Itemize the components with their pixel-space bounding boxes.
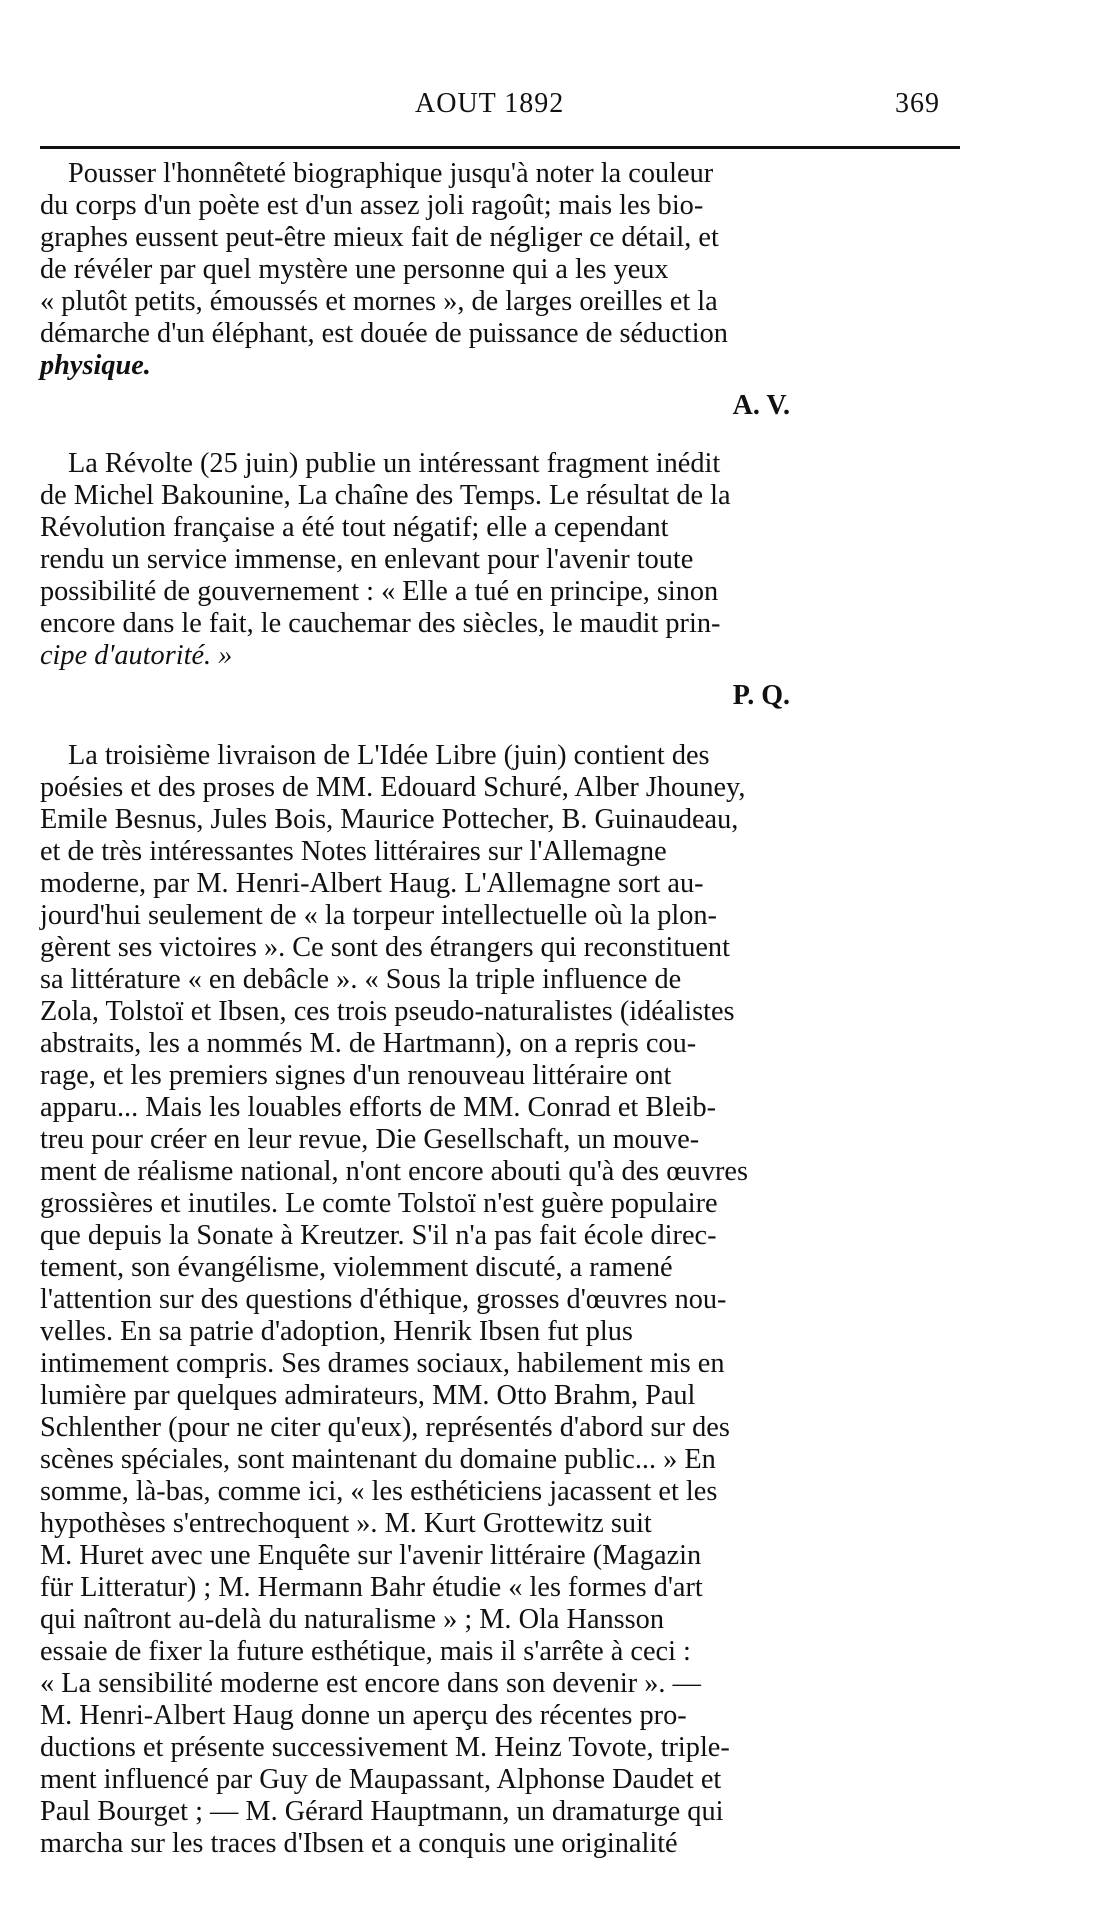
text-line: du corps d'un poète est d'un assez joli ragoût; mais les bio-: [40, 190, 704, 221]
running-header: [40, 88, 950, 128]
page-number: 369: [895, 88, 940, 119]
text-line: rage, et les premiers signes d'un renouveau littéraire ont: [40, 1060, 672, 1091]
signature: P. Q.: [732, 680, 790, 711]
text-line: La Révolte (25 juin) publie un intéressant fragment inédit: [68, 448, 721, 479]
text-line: essaie de fixer la future esthétique, mais il s'arrête à ceci :: [40, 1636, 691, 1667]
text-line: grossières et inutiles. Le comte Tolstoï n'est guère populaire: [40, 1188, 718, 1219]
text-line: rendu un service immense, en enlevant pour l'avenir toute: [40, 544, 694, 575]
text-line: Zola, Tolstoï et Ibsen, ces trois pseudo-naturalistes (idéalistes: [40, 996, 735, 1027]
text-line: lumière par quelques admirateurs, MM. Otto Brahm, Paul: [40, 1380, 696, 1411]
text-line: et de très intéressantes Notes littéraires sur l'Allemagne: [40, 836, 667, 867]
text-line: moderne, par M. Henri-Albert Haug. L'Allemagne sort au-: [40, 868, 704, 899]
text-line: velles. En sa patrie d'adoption, Henrik Ibsen fut plus: [40, 1316, 633, 1347]
text-line: treu pour créer en leur revue, Die Gesellschaft, un mouve-: [40, 1124, 700, 1155]
text-line: gèrent ses victoires ». Ce sont des étrangers qui reconstituent: [40, 932, 730, 963]
text-line: « plutôt petits, émoussés et mornes », de larges oreilles et la: [40, 286, 718, 317]
text-line: ductions et présente successivement M. Heinz Tovote, triple-: [40, 1732, 730, 1763]
text-line: Schlenther (pour ne citer qu'eux), représentés d'abord sur des: [40, 1412, 730, 1443]
text-line: tement, son évangélisme, violemment discuté, a ramené: [40, 1252, 673, 1283]
paragraph-3: [40, 740, 960, 1860]
text-line: jourd'hui seulement de « la torpeur intellectuelle où la plon-: [40, 900, 717, 931]
text-line: hypothèses s'entrechoquent ». M. Kurt Grottewitz suit: [40, 1508, 652, 1539]
body-text: [40, 158, 960, 1860]
header-rule: [40, 146, 960, 149]
text-line: démarche d'un éléphant, est douée de puissance de séduction: [40, 318, 728, 349]
paragraph-1: [40, 158, 960, 422]
spacer: [40, 712, 960, 740]
text-line: für Litteratur) ; M. Hermann Bahr étudie « les formes d'art: [40, 1572, 703, 1603]
text-line: physique.: [40, 350, 151, 381]
text-line: ment influencé par Guy de Maupassant, Alphonse Daudet et: [40, 1764, 722, 1795]
text-line: sa littérature « en debâcle ». « Sous la triple influence de: [40, 964, 682, 995]
text-line: de Michel Bakounine, La chaîne des Temps. Le résultat de la: [40, 480, 731, 511]
text-line: Révolution française a été tout négatif; elle a cependant: [40, 512, 669, 543]
text-line: abstraits, les a nommés M. de Hartmann), on a repris cou-: [40, 1028, 697, 1059]
text-line: Emile Besnus, Jules Bois, Maurice Pottecher, B. Guinaudeau,: [40, 804, 739, 835]
text-line: apparu... Mais les louables efforts de MM. Conrad et Bleib-: [40, 1092, 717, 1123]
text-line: ment de réalisme national, n'ont encore abouti qu'à des œuvres: [40, 1156, 748, 1187]
text-line: Paul Bourget ; — M. Gérard Hauptmann, un dramaturge qui: [40, 1796, 724, 1827]
text-line: intimement compris. Ses drames sociaux, habilement mis en: [40, 1348, 725, 1379]
text-line: qui naîtront au-delà du naturalisme » ; M. Ola Hansson: [40, 1604, 664, 1635]
text-line: poésies et des proses de MM. Edouard Schuré, Alber Jhouney,: [40, 772, 746, 803]
text-line: M. Huret avec une Enquête sur l'avenir littéraire (Magazin: [40, 1540, 702, 1571]
text-line: graphes eussent peut-être mieux fait de négliger ce détail, et: [40, 222, 719, 253]
signature: A. V.: [732, 390, 790, 421]
text-line: marcha sur les traces d'Ibsen et a conquis une originalité: [40, 1828, 678, 1859]
text-line: « La sensibilité moderne est encore dans son devenir ». —: [40, 1668, 701, 1699]
text-line: que depuis la Sonate à Kreutzer. S'il n'a pas fait école direc-: [40, 1220, 717, 1251]
text-line: l'attention sur des questions d'éthique, grosses d'œuvres nou-: [40, 1284, 727, 1315]
text-line: somme, là-bas, comme ici, « les esthéticiens jacassent et les: [40, 1476, 718, 1507]
text-line: de révéler par quel mystère une personne qui a les yeux: [40, 254, 669, 285]
spacer: [40, 422, 960, 448]
header-title: AOUT 1892: [415, 88, 565, 119]
text-line: scènes spéciales, sont maintenant du domaine public... » En: [40, 1444, 716, 1475]
text-line: La troisième livraison de L'Idée Libre (juin) contient des: [68, 740, 710, 771]
text-line: Pousser l'honnêteté biographique jusqu'à noter la couleur: [68, 158, 714, 189]
text-line: cipe d'autorité. »: [40, 640, 233, 671]
text-line: M. Henri-Albert Haug donne un aperçu des récentes pro-: [40, 1700, 687, 1731]
text-line: possibilité de gouvernement : « Elle a tué en principe, sinon: [40, 576, 719, 607]
paragraph-2: [40, 448, 960, 712]
text-line: encore dans le fait, le cauchemar des siècles, le maudit prin-: [40, 608, 721, 639]
